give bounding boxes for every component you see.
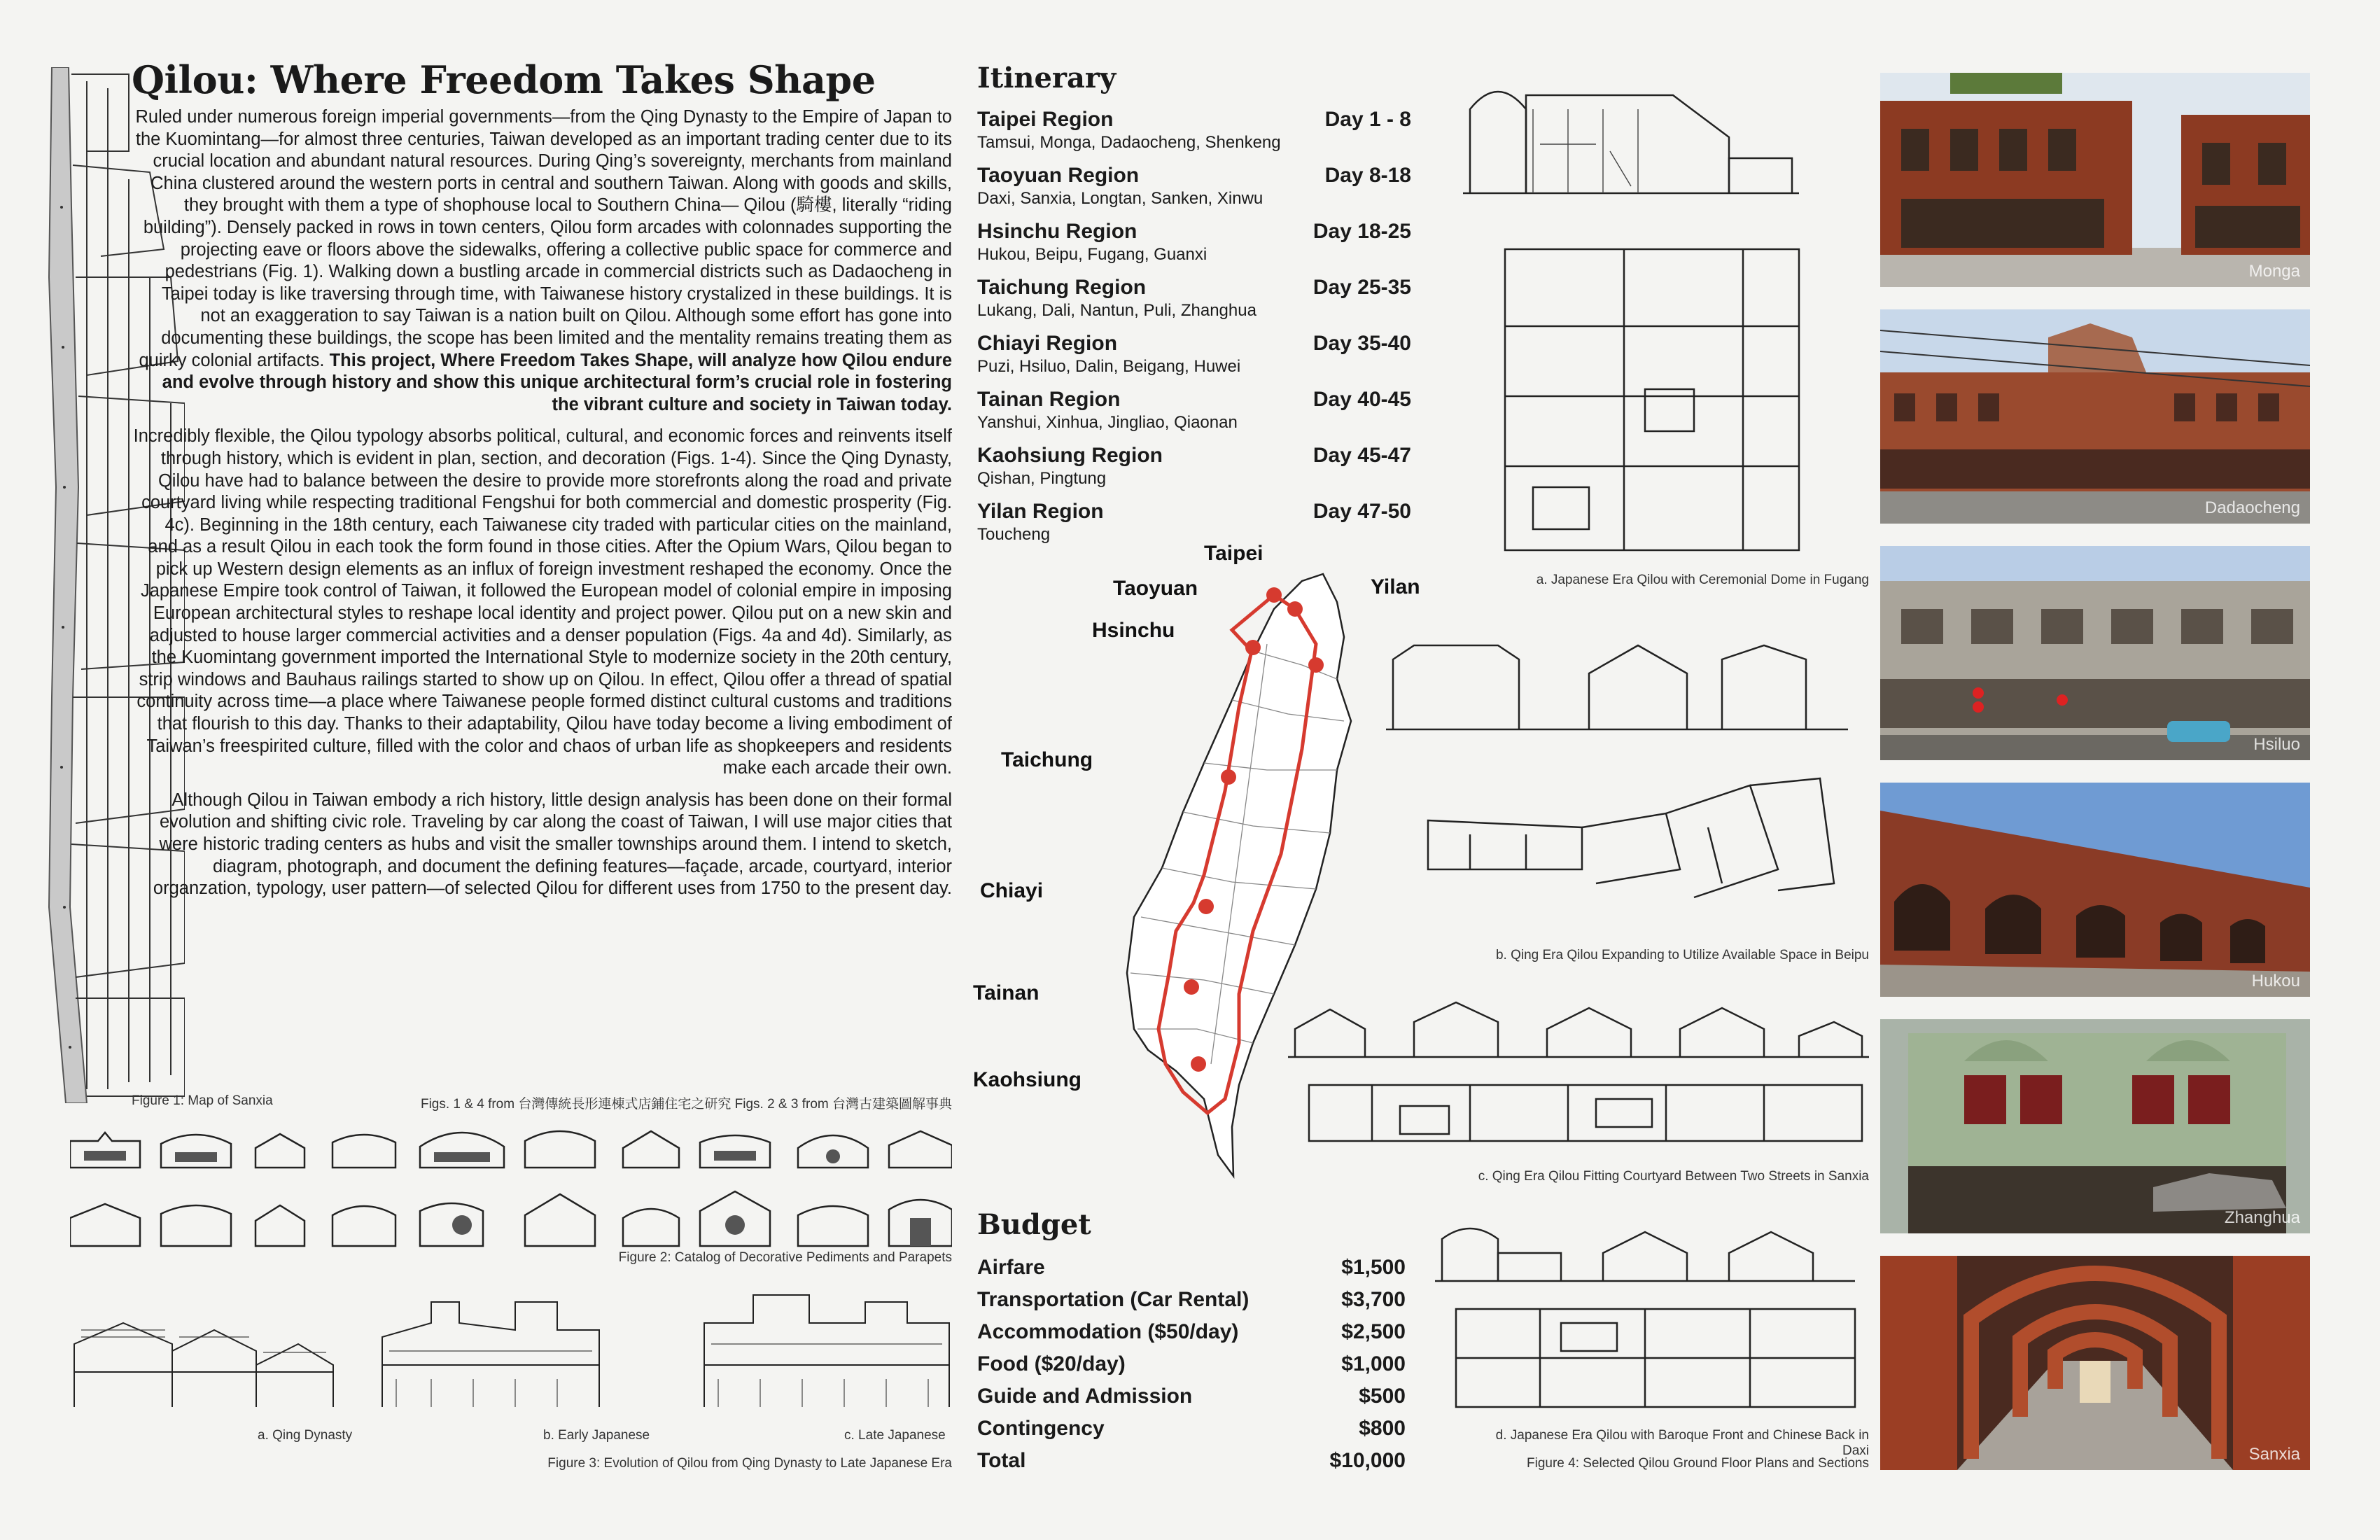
photo-dadaocheng <box>1880 309 2310 524</box>
photo-hukou <box>1880 783 2310 997</box>
photo-label: Monga <box>2248 262 2300 281</box>
essay-paragraph-1 <box>133 106 952 416</box>
itinerary-days: Day 8-18 <box>1324 164 1411 187</box>
itinerary-region: Taichung Region <box>977 276 1147 299</box>
itinerary-region: Kaohsiung Region <box>977 444 1163 467</box>
budget-amount: $2,500 <box>1341 1320 1406 1343</box>
photo-label: Dadaocheng <box>2204 498 2300 517</box>
stop-hsinchu <box>1245 640 1261 655</box>
photo-image <box>1880 73 2310 287</box>
itinerary-days: Day 25-35 <box>1312 276 1411 299</box>
itinerary-region: Tainan Region <box>977 388 1121 411</box>
fig1-caption: Figure 1: Map of Sanxia <box>132 1093 273 1108</box>
itinerary-row <box>977 164 1411 209</box>
budget-amount: $500 <box>1359 1385 1406 1408</box>
photo-image <box>1880 1256 2310 1470</box>
budget-row <box>977 1385 1406 1408</box>
essay-p1-bold: This project, Where Freedom Takes Shape, will analyze how Qilou endure and evolve through history and show this unique architectural form’s crucial role in fostering the vibrant culture and society in Taiwan today. <box>162 350 952 414</box>
fig4d-caption: d. Japanese Era Qilou with Baroque Front and Chinese Back in Daxi <box>1495 1428 1869 1458</box>
photo-hsiluo <box>1880 546 2310 760</box>
itinerary-towns: Toucheng <box>977 525 1051 544</box>
stop-yilan <box>1308 657 1324 673</box>
itinerary-days: Day 35-40 <box>1312 332 1411 355</box>
fig3c-caption: c. Late Japanese <box>844 1428 946 1443</box>
fig3a-caption: a. Qing Dynasty <box>258 1428 353 1443</box>
itinerary-days: Day 18-25 <box>1312 220 1411 243</box>
budget-item: Contingency <box>977 1417 1105 1440</box>
itinerary-row <box>977 332 1411 377</box>
budget-amount: $800 <box>1359 1417 1406 1440</box>
fig2-caption: Figure 2: Catalog of Decorative Pediments and Parapets <box>618 1250 952 1265</box>
essay-p1-part-b: Qilou (騎樓, literally “riding building”). Densely packed in rows in town centers, Qilou form arcades with colonnades supporting the projecting eave or floors above the sidewalks, offering a collective public space for commerce and pedestrians (Fig. 1). Walking down a bustling arcade in commercial districts such as Dadaocheng in Taipei today is like traversing through time, with Taiwanese history crystalized in these buildings. It is not an exaggeration to say Taiwan is a nation built on Qilou. Although some effort has gone into documenting these buildings, the scope has been limited and the mentality remains treating them as quirky colonial artifacts. <box>139 195 952 370</box>
budget-item: Airfare <box>977 1256 1045 1279</box>
budget-item: Transportation (Car Rental) <box>977 1288 1250 1311</box>
stop-kaohsiung <box>1191 1056 1206 1072</box>
budget-amount: $10,000 <box>1329 1449 1406 1472</box>
page-title: Qilou: Where Freedom Takes Shape <box>132 57 876 102</box>
photo-image <box>1880 783 2310 997</box>
photo-image <box>1880 546 2310 760</box>
itinerary-region: Chiayi Region <box>977 332 1118 355</box>
map-label-hsinchu: Hsinchu <box>1092 619 1175 642</box>
fig4b-caption: b. Qing Era Qilou Expanding to Utilize Available Space in Beipu <box>1495 948 1869 962</box>
itinerary-days: Day 45-47 <box>1312 444 1411 467</box>
photo-label: Hsiluo <box>2253 735 2300 754</box>
itinerary-towns: Puzi, Hsiluo, Dalin, Beigang, Huwei <box>977 357 1241 376</box>
essay-p1-part-a: Ruled under numerous foreign imperial governments—from the Qing Dynasty to the Empire of Japan to the Kuomintang—for almost three centuries, Taiwan developed as an important trading center due to its crucial location and abundant natural resources. During Qing’s sovereignty, merchants from mainland China clustered around the western ports in central and southern Taiwan. Along with goods and skills, they brought with them a type of shophouse local to Southern China— <box>135 107 952 216</box>
map-label-taoyuan: Taoyuan <box>1113 577 1198 600</box>
fig3b-caption: b. Early Japanese <box>543 1428 650 1443</box>
itinerary-row <box>977 500 1411 545</box>
fig4d-drawing <box>1435 1211 1869 1421</box>
stop-taoyuan <box>1266 587 1282 603</box>
photo-monga <box>1880 73 2310 287</box>
map-label-taipei: Taipei <box>1204 542 1264 565</box>
budget-row <box>977 1417 1406 1441</box>
itinerary-region: Yilan Region <box>977 500 1104 523</box>
budget-row <box>977 1256 1406 1280</box>
photo-sanxia <box>1880 1256 2310 1470</box>
fig4a-caption: a. Japanese Era Qilou with Ceremonial Dome in Fugang <box>1536 573 1869 587</box>
fig4b-drawing <box>1386 603 1869 939</box>
map-label-chiayi: Chiayi <box>980 879 1044 902</box>
itinerary-row <box>977 276 1411 321</box>
itinerary-row <box>977 220 1411 265</box>
photo-label: Hukou <box>2251 972 2300 990</box>
itinerary-towns: Qishan, Pingtung <box>977 469 1107 488</box>
itinerary-days: Day 47-50 <box>1312 500 1411 523</box>
itinerary-towns: Daxi, Sanxia, Longtan, Sanken, Xinwu <box>977 189 1264 208</box>
itinerary-towns: Hukou, Beipu, Fugang, Guanxi <box>977 245 1208 264</box>
itinerary-region: Taipei Region <box>977 108 1114 131</box>
itinerary-days: Day 40-45 <box>1312 388 1411 411</box>
itinerary-towns: Lukang, Dali, Nantun, Puli, Zhanghua <box>977 301 1256 320</box>
budget-row <box>977 1352 1406 1376</box>
pediment-catalog-figure <box>70 1127 952 1260</box>
photo-image <box>1880 309 2310 524</box>
itinerary-days: Day 1 - 8 <box>1324 108 1411 131</box>
budget-item: Accommodation ($50/day) <box>977 1320 1239 1343</box>
stop-tainan <box>1184 979 1199 995</box>
photo-label: Sanxia <box>2248 1445 2300 1464</box>
itinerary-region: Taoyuan Region <box>977 164 1140 187</box>
itinerary-region: Hsinchu Region <box>977 220 1138 243</box>
budget-amount: $1,000 <box>1341 1352 1406 1376</box>
itinerary-row <box>977 388 1411 433</box>
essay-paragraph-3: Although Qilou in Taiwan embody a rich history, little design analysis has been done on their formal evolution and shifting civic role. Traveling by car along the coast of Taiwan, I will use major cities that were historic trading centers as hubs and visit the smaller townships around them. I intend to sketch, diagram, photograph, and document the defining features—façade, arcade, courtyard, interior organzation, typology, user pattern—of selected Qilou for different uses from 1750 to the present day. <box>153 790 952 899</box>
map-label-yilan: Yilan <box>1371 575 1420 598</box>
stop-chiayi <box>1198 899 1214 914</box>
budget-amount: $1,500 <box>1341 1256 1406 1279</box>
photo-label: Zhanghua <box>2224 1208 2300 1227</box>
fig4-caption: Figure 4: Selected Qilou Ground Floor Plans and Sections <box>1527 1456 1869 1471</box>
budget-item: Guide and Admission <box>977 1385 1193 1408</box>
itinerary-title: Itinerary <box>977 62 1116 94</box>
budget-item: Food ($20/day) <box>977 1352 1126 1376</box>
fig4c-drawing <box>1288 994 1869 1162</box>
itinerary-row <box>977 108 1411 153</box>
itinerary-row <box>977 444 1411 489</box>
itinerary-towns: Tamsui, Monga, Dadaocheng, Shenkeng <box>977 133 1281 152</box>
stop-taichung <box>1221 769 1236 785</box>
map-label-taichung: Taichung <box>1001 748 1093 771</box>
budget-amount: $3,700 <box>1341 1288 1406 1311</box>
budget-title: Budget <box>977 1208 1091 1241</box>
essay-paragraph-2: Incredibly flexible, the Qilou typology absorbs political, cultural, and economic forces and reinvents itself through history, which is evident in plan, section, and decoration (Figs. 1-4). Since the Qing Dynasty, Qilou have had to balance between the desire to provide more storefronts along the road and private courtyard living while respecting traditional Fengshui for both commercial and domestic prosperity (Fig. 4c). Beginning in the 18th century, each Taiwanese city traded with particular cities on the mainland, and as a result Qilou in each took the form found in those cities. After the Opium Wars, Qilou began to pick up Western design elements as an influx of foreign investment reshaped the economy. Once the Japanese Empire took control of Taiwan, it followed the European model of colonial empire in imposing European architectural styles to reshape local identity and project power. Qilou put on a new skin and adjusted to house larger commercial activities and a denser population (Figs. 4a and 4d). Similarly, as the Kuomintang government imported the International Style to modernize society in the 20th century, strip windows and Bauhaus railings started to show up on Qilou. In effect, Qilou offer a thread of spatial continuity across time—a place where Taiwanese people formed distinct cultural customs and traditions that flourish to this day. Thanks to their adaptability, Qilou have today become a living embodiment of Taiwan’s freespirited culture, filled with the color and chaos of urban life as shopkeepers and residents make each arcade their own. <box>133 426 952 778</box>
budget-row <box>977 1320 1406 1344</box>
figure-sources-caption: Figs. 1 & 4 from 台灣傳統長形連棟式店鋪住宅之研究 Figs. 2 & 3 from 台灣古建築圖解事典 <box>420 1097 952 1112</box>
itinerary-towns: Yanshui, Xinhua, Jingliao, Qiaonan <box>977 413 1238 432</box>
fig4c-caption: c. Qing Era Qilou Fitting Courtyard Between Two Streets in Sanxia <box>1478 1169 1869 1184</box>
budget-row <box>977 1288 1406 1312</box>
fig3-caption: Figure 3: Evolution of Qilou from Qing Dynasty to Late Japanese Era <box>547 1456 952 1471</box>
stop-taipei <box>1287 601 1303 617</box>
essay-body <box>133 106 952 910</box>
photo-zhanghua <box>1880 1019 2310 1233</box>
budget-row-total <box>977 1449 1406 1473</box>
map-label-kaohsiung: Kaohsiung <box>973 1068 1082 1091</box>
budget-item: Total <box>977 1449 1026 1472</box>
map-label-tainan: Tainan <box>973 981 1040 1004</box>
fig4a-drawing <box>1463 67 1869 557</box>
photo-image <box>1880 1019 2310 1233</box>
qilou-evolution-figure <box>67 1288 956 1428</box>
